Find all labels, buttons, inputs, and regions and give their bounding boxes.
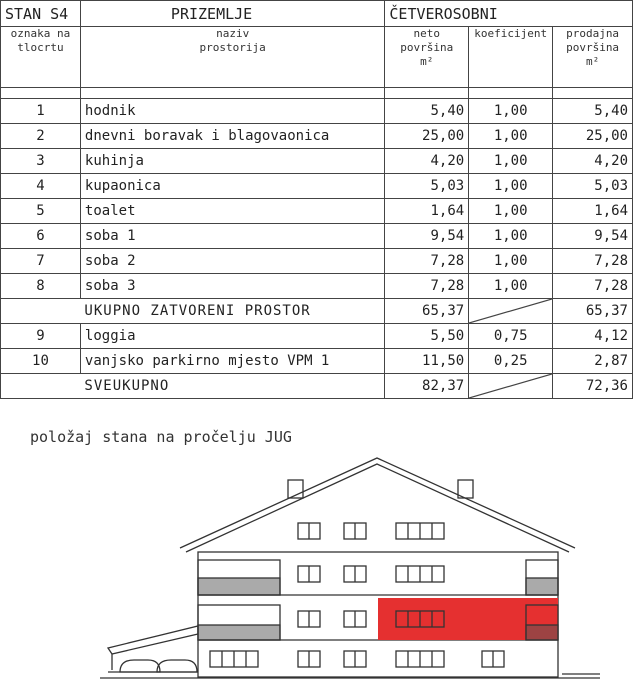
floor-label: PRIZEMLJE (80, 1, 384, 27)
closed-total-label: UKUPNO ZATVORENI PROSTOR (80, 299, 384, 324)
table-row: 10 vanjsko parkirno mjesto VPM 1 11,50 0,25 2,87 (1, 349, 633, 374)
facade-caption: položaj stana na pročelju JUG (30, 428, 292, 446)
table-row: 7 soba 2 7,28 1,00 7,28 (1, 249, 633, 274)
grand-total-sale: 72,36 (553, 374, 633, 399)
table-row: 2 dnevni boravak i blagovaonica 25,00 1,00 25,00 (1, 124, 633, 149)
type-label: ČETVEROSOBNI (385, 1, 633, 27)
car-icon (120, 660, 160, 672)
closed-total-sale: 65,37 (553, 299, 633, 324)
closed-total-net: 65,37 (385, 299, 469, 324)
unit-label: STAN S4 (1, 1, 81, 27)
table-row: 1 hodnik 5,40 1,00 5,40 (1, 99, 633, 124)
table-row: 4 kupaonica 5,03 1,00 5,03 (1, 174, 633, 199)
table-row: 5 toalet 1,64 1,00 1,64 (1, 199, 633, 224)
table-row: 3 kuhinja 4,20 1,00 4,20 (1, 149, 633, 174)
table-row: 8 soba 3 7,28 1,00 7,28 (1, 274, 633, 299)
closed-total-row (1, 299, 633, 324)
car-icon (157, 660, 197, 672)
roof-inner-line (186, 464, 569, 552)
diagonal-cell (469, 299, 553, 324)
col-sale-header: prodajna površina m² (553, 27, 633, 88)
header-row (1, 1, 633, 27)
grand-total-row (1, 374, 633, 399)
grand-total-net: 82,37 (385, 374, 469, 399)
col-net-header: neto površina m² (385, 27, 469, 88)
facade-drawing (0, 445, 633, 690)
col-num-header: oznaka na tlocrtu (1, 27, 81, 88)
table-row: 9 loggia 5,50 0,75 4,12 (1, 324, 633, 349)
spacer-row (1, 88, 633, 99)
roof-line (180, 458, 575, 548)
col-name-header: naziv prostorija (80, 27, 384, 88)
col-coef-header: koeficijent (469, 27, 553, 88)
table-row: 6 soba 1 9,54 1,00 9,54 (1, 224, 633, 249)
column-header-row (1, 27, 633, 88)
diagonal-cell (469, 374, 553, 399)
ramp (108, 626, 198, 654)
grand-total-label: SVEUKUPNO (80, 374, 384, 399)
